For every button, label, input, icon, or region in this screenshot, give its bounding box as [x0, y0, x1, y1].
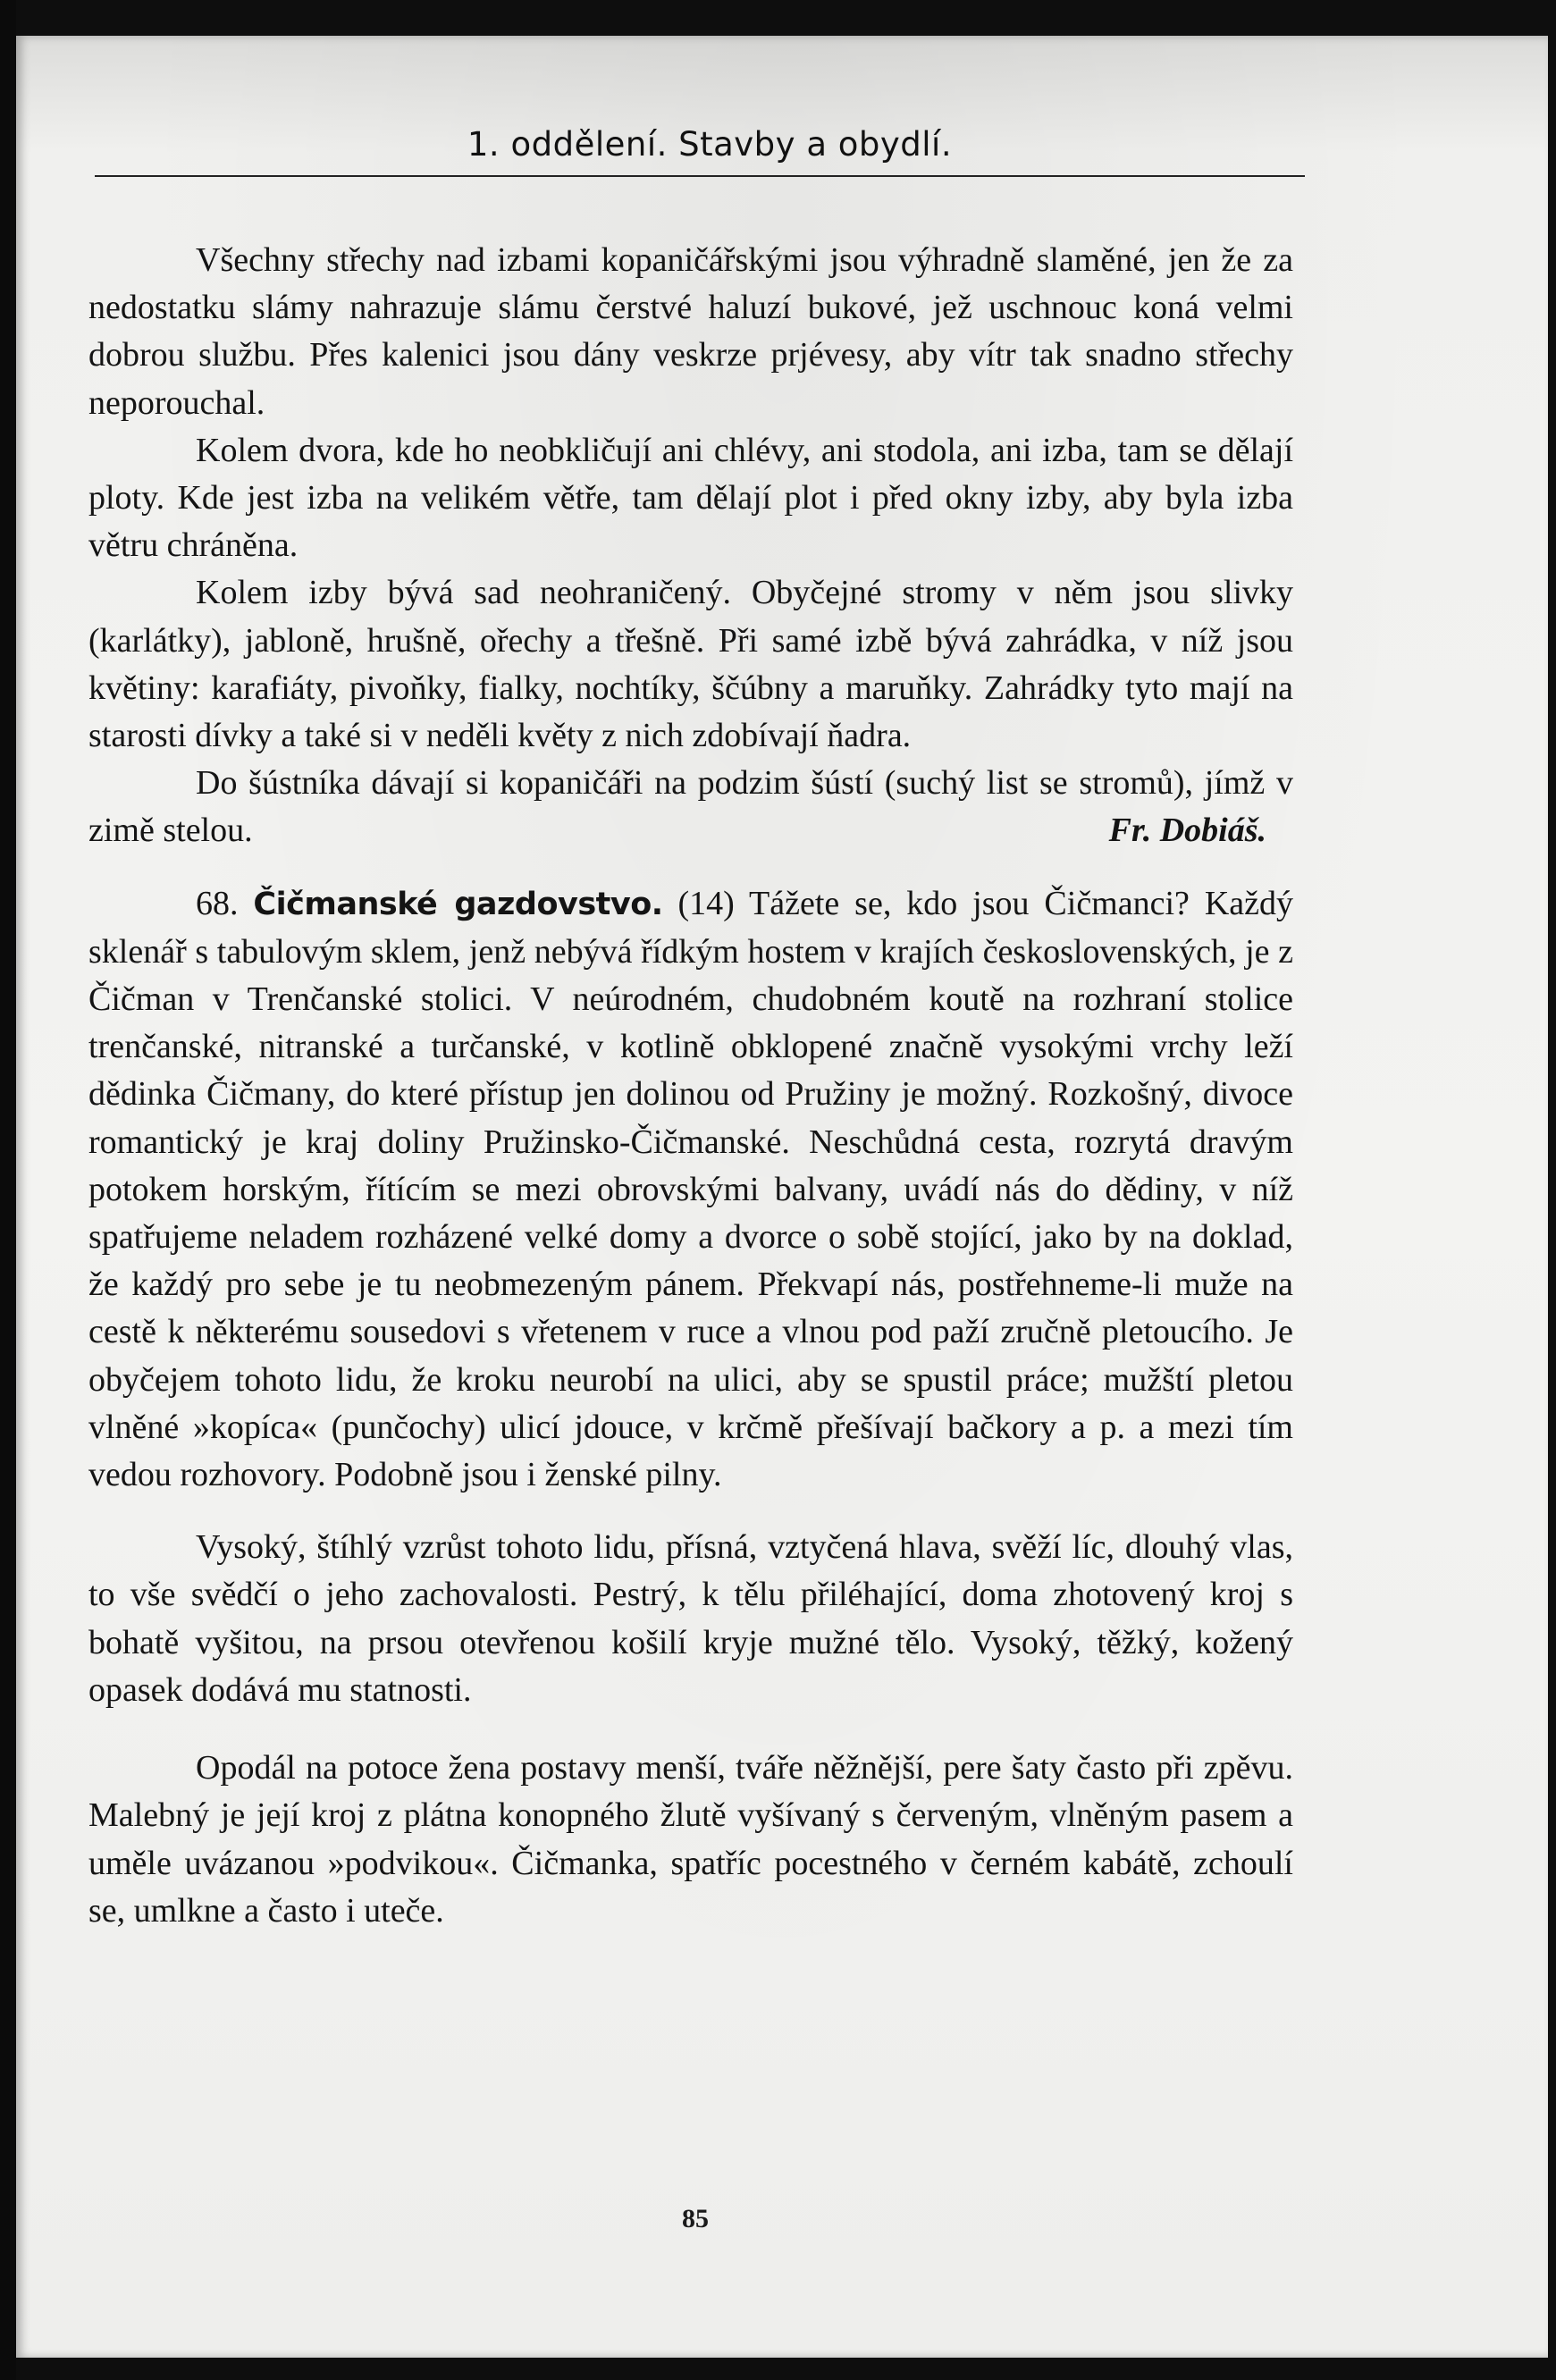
scan-dark-edge — [0, 0, 16, 2380]
paragraph-entry-68 — [88, 880, 1293, 1500]
paragraph-bedding — [88, 760, 1293, 854]
body-text — [88, 237, 1293, 1935]
paragraph-orchard: Kolem izby bývá sad neohraničený. Obyčejné stromy v něm jsou slivky (karlátky), jabloně, hrušně, ořechy a třešně. Při samé izbě bývá zahrádka, v níž jsou květiny: karafiáty, pivoňky, fialky, nochtíky, ščúbny a maruňky. Zahrádky tyto mají na starosti dívky a také si v neděli květy z nich zdobívají ňadra. — [88, 574, 1293, 755]
paragraph-bedding-text: Do šústníka dávají si kopaničáři na podzim šústí (suchý list se stromů), jímž v zimě stelou. — [88, 764, 1293, 850]
entry-number: 68. — [196, 884, 239, 922]
paragraph-woman: Opodál na potoce žena postavy menší, tváře něžnější, pere šaty často při zpěvu. Malebný je její kroj z plátna konopného žlutě vyšívaný s červeným, vlněným pasem a uměle uvázanou »podvikou«. Čičmanka, spatříc pocestného v černém kabátě, zchoulí se, umlkne a často i uteče. — [88, 1749, 1293, 1930]
paragraph-roofs: Všechny střechy nad izbami kopaničářskými jsou výhradně slaměné, jen že za nedostatku slámy nahrazuje slámu čerstvé haluzí bukové, jež uschnouc koná velmi dobrou službu. Přes kalenici jsou dány veskrze prjévesy, aby vítr tak snadno střechy neporouchal. — [88, 241, 1293, 422]
entry-text: (14) Tážete se, kdo jsou Čičmanci? Každý sklenář s tabulovým sklem, jenž nebývá řídkým hostem v krajích československých, je z Čičman v Trenčanské stolici. V neúrodném, chudobném koutě na rozhraní stolice trenčanské, nitranské a turčanské, v kotlině obklopené značně vysokými vrchy leží dědinka Čičmany, do které přístup jen dolinou od Pružiny je možný. Rozkošný, divoce romantický je kraj doliny Pružinsko-Čičmanské. Neschůdná cesta, rozrytá dravým potokem horským, řítícím se mezi obrovskými balvany, uvádí nás do dědiny, v níž spatřujeme neladem rozházené velké domy a dvorce o sobě stojící, jako by na doklad, že každý pro sebe je tu neobmezeným pánem. Překvapí nás, postřehneme-li muže na cestě k některému sousedovi s vřetenem v ruce a vlnou pod paží zručně pletoucího. Je obyčejem tohoto lidu, že kroku neurobí na ulici, aby se spustil práce; mužští pletou vlněné »kopíca« (punčochy) ulicí jdouce, v krčmě přešívají bačkory a p. a mezi tím vedou rozhovory. Podobně jsou i ženské pilny. — [88, 884, 1293, 1494]
book-page — [16, 36, 1548, 2358]
entry-title: Čičmanské gazdovstvo. — [253, 886, 663, 922]
paragraph-fences: Kolem dvora, kde ho neobkličují ani chlévy, ani stodola, ani izba, tam se dělají ploty. Kde jest izba na velikém větře, tam dělají plot i před okny izby, aby byla izba větru chráněna. — [88, 431, 1293, 565]
paragraph-appearance: Vysoký, štíhlý vzrůst tohoto lidu, přísná, vztyčená hlava, svěží líc, dlouhý vlas, to vše svědčí o jeho zachovalosti. Pestrý, k tělu přiléhající, doma zhotovený kroj s bohatě vyšitou, na prsou otevřenou košilí kryje mužné tělo. Vysoký, těžký, kožený opasek dodává mu statnosti. — [88, 1528, 1293, 1709]
header-rule — [95, 175, 1305, 177]
page-number: 85 — [682, 2204, 709, 2233]
running-header: 1. oddělení. Stavby a obydlí. — [467, 125, 953, 164]
author-signature: Fr. Dobiáš. — [1108, 812, 1266, 850]
